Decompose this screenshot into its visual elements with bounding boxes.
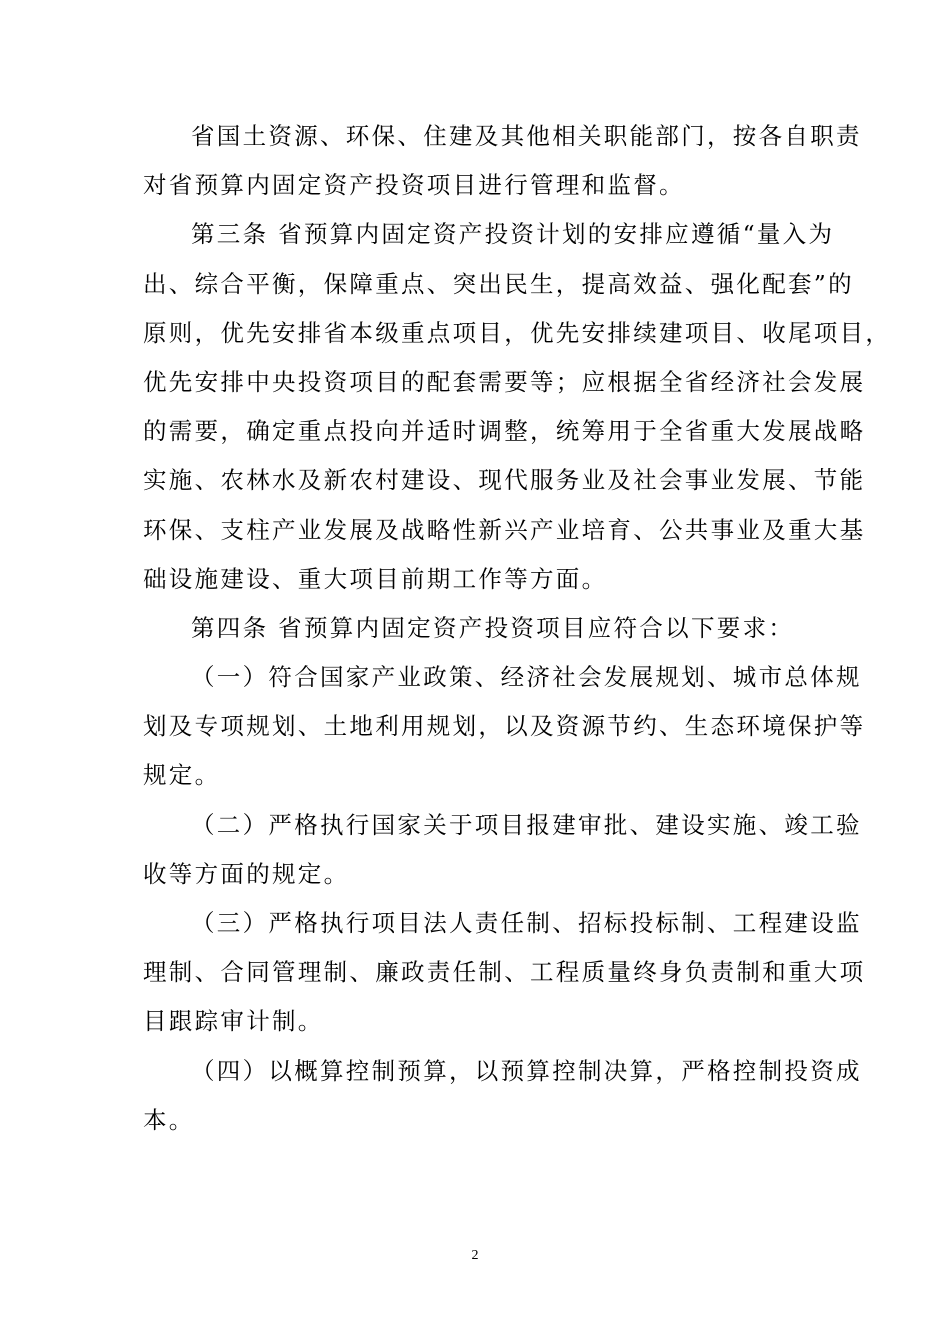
page-number: 2 [471, 1248, 479, 1263]
paragraph-line: 的需要，确定重点投向并适时调整，统筹用于全省重大发展战略 [143, 417, 866, 446]
paragraph-line: 划及专项规划、土地利用规划，以及资源节约、生态环境保护等 [143, 712, 866, 741]
document-body [143, 112, 892, 1145]
paragraph-line: 环保、支柱产业发展及战略性新兴产业培育、公共事业及重大基 [143, 515, 866, 544]
paragraph-line: 础设施建设、重大项目前期工作等方面。 [143, 564, 608, 593]
paragraph-line: 对省预算内固定资产投资项目进行管理和监督。 [143, 171, 685, 200]
paragraph-line: 理制、合同管理制、廉政责任制、工程质量终身负责制和重大项 [143, 958, 866, 987]
requirement-item-3-line: （三）严格执行项目法人责任制、招标投标制、工程建设监 [191, 909, 862, 937]
paragraph-line: 实施、农林水及新农村建设、现代服务业及社会事业发展、节能 [143, 466, 866, 495]
paragraph-line: 规定。 [143, 761, 221, 790]
requirement-item-1-line: （一）符合国家产业政策、经济社会发展规划、城市总体规 [191, 663, 862, 692]
requirement-item-4-line: （四）以概算控制预算，以预算控制决算，严格控制投资成 [191, 1056, 862, 1085]
requirement-item-2-line: （二）严格执行国家关于项目报建审批、建设实施、竣工验 [191, 810, 862, 839]
article-four-heading-line: 第四条 省预算内固定资产投资项目应符合以下要求： [191, 613, 795, 642]
article-three-heading-line: 第三条 省预算内固定资产投资计划的安排应遵循“量入为 [191, 220, 835, 249]
paragraph-line: 优先安排中央投资项目的配套需要等；应根据全省经济社会发展 [143, 367, 866, 396]
paragraph-line: 本。 [143, 1105, 195, 1134]
paragraph-line: 出、综合平衡，保障重点、突出民生，提高效益、强化配套”的 [143, 269, 854, 298]
paragraph-line: 省国土资源、环保、住建及其他相关职能部门，按各自职责 [191, 122, 862, 150]
paragraph-line: 原则，优先安排省本级重点项目，优先安排续建项目、收尾项目， [143, 318, 892, 347]
paragraph-line: 目跟踪审计制。 [143, 1007, 324, 1036]
paragraph-line: 收等方面的规定。 [143, 859, 350, 888]
